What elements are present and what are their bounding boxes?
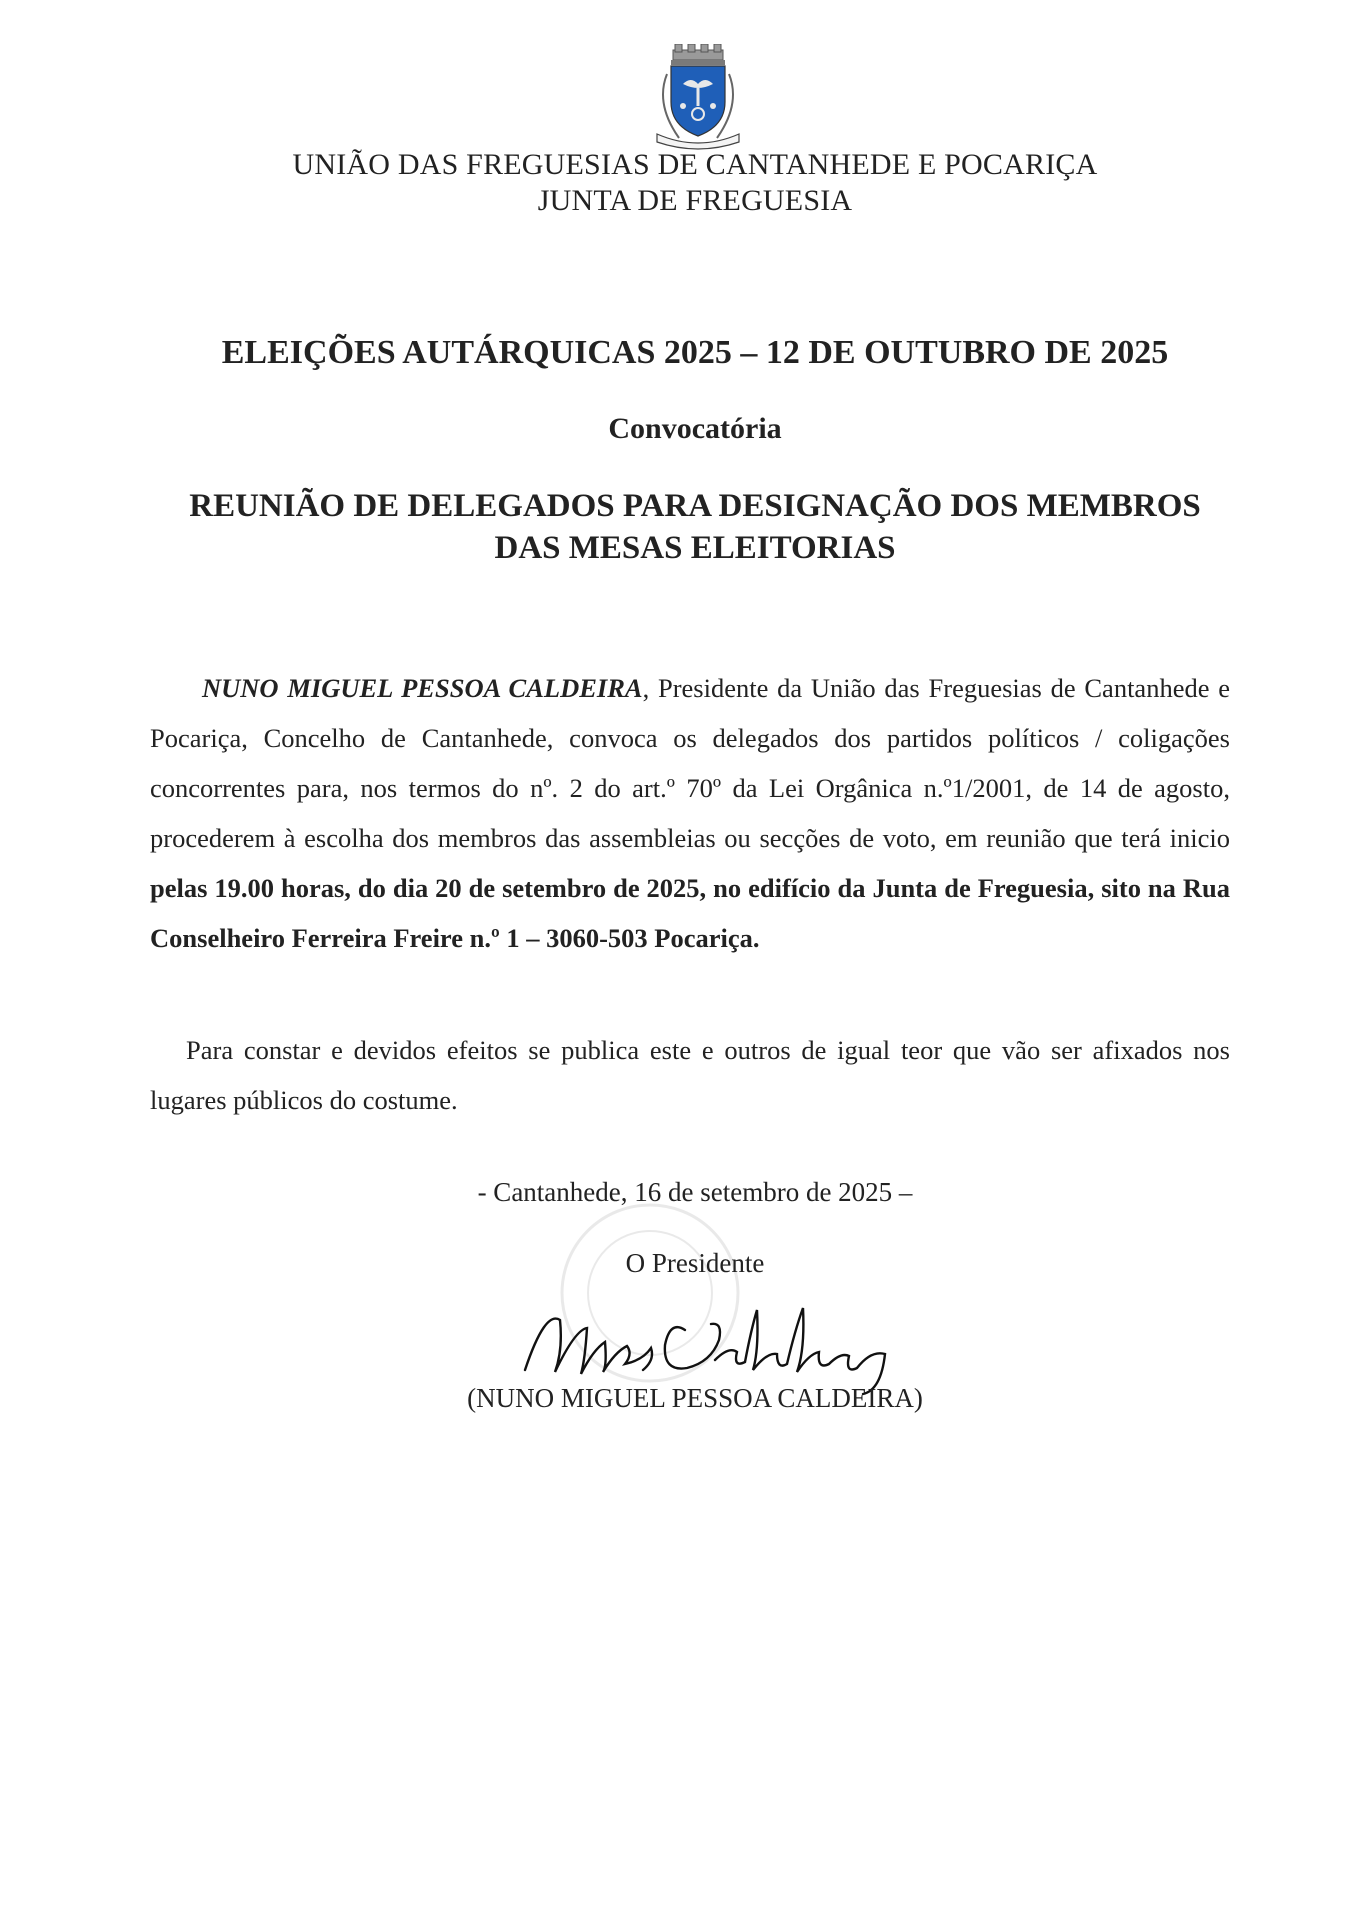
meeting-heading-line2: DAS MESAS ELEITORIAS [494, 530, 896, 566]
body-paragraph-2: Para constar e devidos efeitos se publica este e outros de igual teor que vão ser afixados nos lugares públicos do costume. [150, 1035, 1230, 1115]
document-subtitle: Convocatória [608, 412, 782, 445]
place-date-line: - Cantanhede, 16 de setembro de 2025 – [477, 1177, 913, 1207]
organization-subtitle: JUNTA DE FREGUESIA [537, 184, 853, 217]
signer-role: O Presidente [625, 1248, 765, 1278]
meeting-details: pelas 19.00 horas, do dia 20 de setembro de 2025, no edifício da Junta de Freguesia, sito na Rua Conselheiro Ferreira Freire n.º 1 – 3060-503 Pocariça. [150, 873, 1230, 953]
coat-of-arms-icon [643, 44, 753, 154]
document-title: ELEIÇÕES AUTÁRQUICAS 2025 – 12 DE OUTUBRO DE 2025 [221, 334, 1169, 371]
signer-name: (NUNO MIGUEL PESSOA CALDEIRA) [467, 1383, 923, 1413]
meeting-heading-line1: REUNIÃO DE DELEGADOS PARA DESIGNAÇÃO DOS MEMBROS [189, 488, 1201, 524]
organization-name: UNIÃO DAS FREGUESIAS DE CANTANHEDE E POCARIÇA [292, 148, 1098, 181]
paragraph-text: , Presidente da União das Freguesias de Cantanhede e Pocariça, Concelho de Cantanhede, convoca os delegados dos partidos políticos / coligações concorrentes para, nos termos do nº. 2 do art.º 70º da Lei Orgânica n.º1/2001, de 14 de agosto, procederem à escolha dos membros das assembleias ou secções de voto, em reunião que terá inicio [150, 673, 1230, 853]
president-name: NUNO MIGUEL PESSOA CALDEIRA [202, 673, 643, 703]
body-paragraph-1 [150, 663, 1230, 963]
